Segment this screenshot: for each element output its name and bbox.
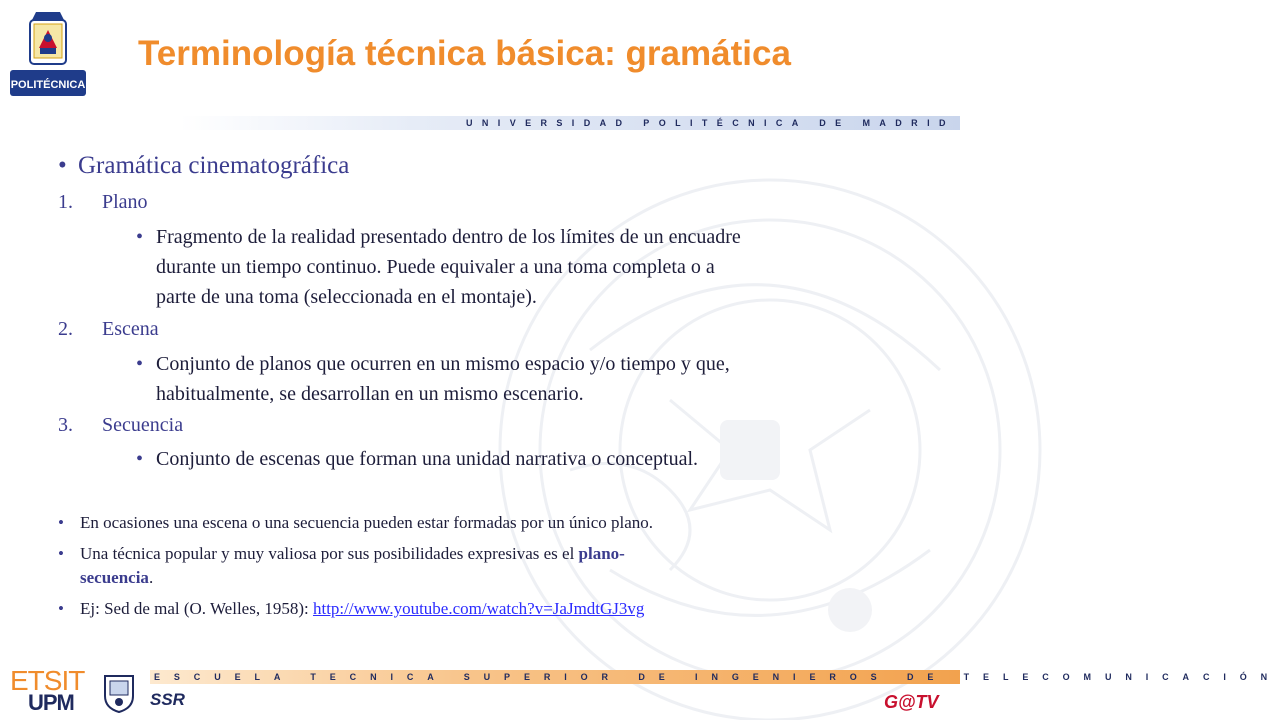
- section-heading: Gramática cinematográfica: [78, 152, 350, 179]
- definition-line: Conjunto de escenas que forman una unidad narrativa o conceptual.: [156, 448, 699, 470]
- gatv-logo: G@TV: [884, 692, 939, 712]
- ssr-logo: SSR: [150, 690, 185, 709]
- emphasis-term: secuencia: [80, 568, 149, 587]
- etsit-logo: ETSIT: [10, 665, 85, 696]
- bullet-icon: •: [58, 513, 64, 532]
- item-label-plano: Plano: [102, 191, 148, 213]
- item-number: 3.: [58, 414, 73, 436]
- note-text: Ej: Sed de mal (O. Welles, 1958):: [80, 599, 313, 618]
- footer-band-text: ESCUELA TECNICA SUPERIOR DE INGENIEROS DE TELECOMUNICACIÓN: [154, 672, 1281, 682]
- bullet-icon: •: [136, 226, 144, 248]
- emphasis-term: plano-: [578, 544, 625, 563]
- bullet-icon: •: [58, 544, 64, 563]
- item-label-escena: Escena: [102, 318, 159, 340]
- definition-line: habitualmente, se desarrollan en un mismo escenario.: [156, 383, 584, 405]
- bullet-icon: •: [136, 448, 144, 470]
- note-text: En ocasiones una escena o una secuencia pueden estar formadas por un único plano.: [80, 513, 654, 532]
- definition-line: Fragmento de la realidad presentado dentro de los límites de un encuadre: [156, 226, 741, 248]
- upm-logo: [8, 8, 88, 100]
- bullet-icon: •: [58, 599, 64, 618]
- slide-title: Terminología técnica básica: gramática: [138, 34, 791, 73]
- bullet-icon: •: [136, 353, 144, 375]
- note-text: Una técnica popular y muy valiosa por sus posibilidades expresivas es el: [80, 544, 579, 563]
- bullet-icon: •: [58, 152, 67, 179]
- definition-line: Conjunto de planos que ocurren en un mismo espacio y/o tiempo y que,: [156, 353, 730, 375]
- header-band-text: UNIVERSIDAD POLITÉCNICA DE MADRID: [466, 118, 955, 128]
- shield-icon: [102, 672, 136, 714]
- upm-footer-logo: UPM: [28, 690, 74, 715]
- definition-line: parte de una toma (seleccionada en el montaje).: [156, 286, 537, 308]
- youtube-link[interactable]: http://www.youtube.com/watch?v=JaJmdtGJ3vg: [312, 599, 645, 618]
- note-text: .: [148, 568, 154, 587]
- item-label-secuencia: Secuencia: [102, 414, 184, 436]
- item-number: 2.: [58, 318, 73, 340]
- definition-line: durante un tiempo continuo. Puede equivaler a una toma completa o a: [156, 256, 715, 278]
- item-number: 1.: [58, 191, 73, 213]
- logo-text: POLITÉCNICA: [10, 79, 86, 91]
